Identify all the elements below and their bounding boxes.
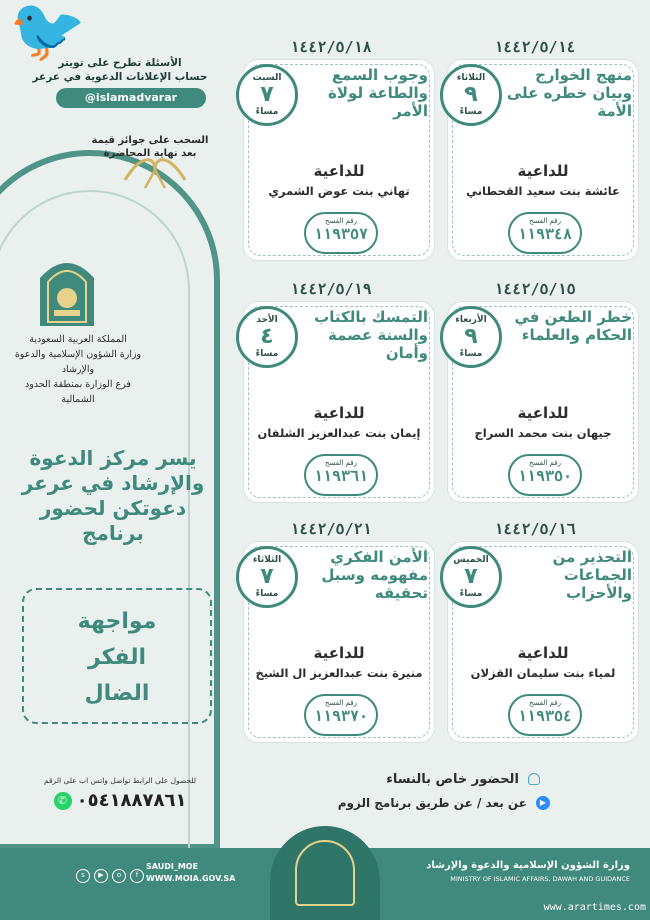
room-number-box <box>304 454 378 496</box>
badge-hour: ٤ <box>260 324 274 349</box>
snapchat-icon[interactable]: s <box>76 869 90 883</box>
footer-ministry-english: MINISTRY OF ISLAMIC AFFAIRS, DAWAH AND GUIDANCE <box>450 875 630 883</box>
room-label: رقم الفسح <box>325 459 357 467</box>
room-number: ١١٩٣٤٨ <box>517 225 573 243</box>
program-name-line-3: الضال <box>84 681 150 706</box>
card-date: ١٤٤٢/٥/١٥ <box>494 280 576 298</box>
badge-period: مساءً <box>459 107 483 117</box>
gift-ribbon-icon <box>120 150 190 190</box>
badge-day: الثلاثاء <box>456 73 486 83</box>
room-number: ١١٩٣٥٠ <box>517 467 573 485</box>
footer-ministry-arabic: وزارة الشؤون الإسلامية والدعوة والإرشاد <box>426 860 630 871</box>
lecture-title: التمسك بالكتاب والسنة عصمة وأمان <box>314 308 428 362</box>
preacher-label: للداعية <box>517 404 569 422</box>
time-badge <box>236 546 298 608</box>
lecture-title: وجوب السمع والطاعة لولاة الأمر <box>328 66 428 120</box>
zoom-note <box>300 792 550 812</box>
instagram-icon[interactable]: o <box>112 869 126 883</box>
ministry-emblem-icon <box>270 826 380 920</box>
preacher-name: إيمان بنت عبدالعزيز الشلفان <box>257 426 421 440</box>
badge-period: مساءً <box>255 589 279 599</box>
lecture-card[interactable] <box>244 302 434 502</box>
twitter-icon: 🐦 <box>9 0 87 66</box>
time-badge <box>236 306 298 368</box>
women-only-note <box>330 768 540 788</box>
card-date: ١٤٤٢/٥/١٦ <box>494 520 576 538</box>
badge-day: الأربعاء <box>455 315 487 325</box>
card-date: ١٤٤٢/٥/١٨ <box>290 38 372 56</box>
lecture-title: الأمن الفكري مفهومه وسبل تحقيقه <box>321 548 428 602</box>
facebook-icon[interactable]: f <box>130 869 144 883</box>
room-number-box <box>304 212 378 254</box>
program-name-box <box>22 588 212 724</box>
site-watermark: www.arartimes.com <box>543 902 646 913</box>
preacher-name: تهاني بنت عوض الشمري <box>268 184 410 198</box>
preacher-label: للداعية <box>517 644 569 662</box>
phone-row[interactable] <box>10 790 230 814</box>
room-number-box <box>508 212 582 254</box>
card-date: ١٤٤٢/٥/٢١ <box>290 520 372 538</box>
badge-hour: ٩ <box>464 324 478 349</box>
room-number: ١١٩٣٧٠ <box>313 707 369 725</box>
lecture-card[interactable] <box>244 542 434 742</box>
prize-draw-note: السحب على جوائز قيمة بعد نهاية المحاضرة <box>91 135 209 159</box>
badge-hour: ٧ <box>260 564 274 589</box>
lecture-title: منهج الخوارج وبيان خطره على الأمة <box>506 66 632 120</box>
preacher-label: للداعية <box>313 644 365 662</box>
ministry-name-arabic: المملكة العربية السعودية وزارة الشؤون الإسلامية والدعوة والإرشاد فرع الوزارة بمنطقة الحدود الشمالية <box>14 334 142 405</box>
preacher-name: لمياء بنت سليمان القزلان <box>470 666 616 680</box>
time-badge <box>236 64 298 126</box>
room-label: رقم الفسح <box>529 459 561 467</box>
card-date: ١٤٤٢/٥/١٩ <box>290 280 372 298</box>
badge-day: الأحد <box>256 315 278 325</box>
user-icon <box>528 773 540 785</box>
preacher-name: عائشة بنت سعيد القحطاني <box>466 184 620 198</box>
badge-day: السبت <box>252 73 282 83</box>
women-only-text: الحضور خاص بالنساء <box>386 772 519 787</box>
badge-period: مساءً <box>255 349 279 359</box>
time-badge <box>440 306 502 368</box>
room-number-box <box>508 454 582 496</box>
invitation-text: يسر مركز الدعوة والإرشاد في عرعر دعوتكن لحضور برنامج <box>21 446 205 545</box>
contact-note: للحصول على الرابط تواصل واتس اب على الرقم <box>43 776 197 785</box>
preacher-label: للداعية <box>313 404 365 422</box>
program-name-line-2: الفكر <box>87 645 147 670</box>
badge-day: الخميس <box>453 555 489 565</box>
room-label: رقم الفسح <box>529 217 561 225</box>
zoom-icon: ▶ <box>536 796 550 810</box>
card-date: ١٤٤٢/٥/١٤ <box>494 38 576 56</box>
twitter-questions-note: الأسئلة تطرح على تويتر حساب الإعلانات الدعوية في عرعر <box>32 57 208 83</box>
preacher-name: جيهان بنت محمد السراج <box>474 426 612 440</box>
room-number: ١١٩٣٥٤ <box>517 707 573 725</box>
preacher-label: للداعية <box>313 162 365 180</box>
room-label: رقم الفسح <box>529 699 561 707</box>
time-badge <box>440 64 502 126</box>
room-number-box <box>304 694 378 736</box>
lecture-title: التحذير من الجماعات والأحزاب <box>552 548 632 602</box>
time-badge <box>440 546 502 608</box>
lecture-card[interactable] <box>448 302 638 502</box>
ministry-logo-icon <box>36 248 98 328</box>
preacher-label: للداعية <box>517 162 569 180</box>
lecture-card[interactable] <box>244 60 434 260</box>
lecture-card[interactable] <box>448 542 638 742</box>
room-label: رقم الفسح <box>325 699 357 707</box>
room-number-box <box>508 694 582 736</box>
website-link[interactable]: WWW.MOIA.GOV.SA <box>146 874 236 883</box>
zoom-text: عن بعد / عن طريق برنامج الزوم <box>337 796 527 810</box>
twitter-handle[interactable]: @islamadvarar <box>56 88 206 108</box>
room-label: رقم الفسح <box>325 217 357 225</box>
room-number: ١١٩٣٦١ <box>313 467 369 485</box>
emblem-arch <box>295 840 355 906</box>
social-handle[interactable]: SAUDI_MOE <box>146 862 199 871</box>
badge-hour: ٧ <box>260 82 274 107</box>
youtube-icon[interactable]: ▶ <box>94 869 108 883</box>
badge-day: الثلاثاء <box>252 555 282 565</box>
lecture-card[interactable] <box>448 60 638 260</box>
room-number: ١١٩٣٥٧ <box>313 225 369 243</box>
preacher-name: منيرة بنت عبدالعزيز ال الشيخ <box>255 666 423 680</box>
badge-period: مساءً <box>459 589 483 599</box>
program-name-line-1: مواجهة <box>77 609 157 634</box>
lecture-title: خطر الطعن في الحكام والعلماء <box>514 308 632 344</box>
badge-hour: ٩ <box>464 82 478 107</box>
badge-hour: ٧ <box>464 564 478 589</box>
badge-period: مساءً <box>255 107 279 117</box>
badge-period: مساءً <box>459 349 483 359</box>
whatsapp-icon[interactable]: ✆ <box>54 792 72 810</box>
phone-number[interactable]: ٠٥٤١٨٨٧٨٦١ <box>76 790 187 811</box>
